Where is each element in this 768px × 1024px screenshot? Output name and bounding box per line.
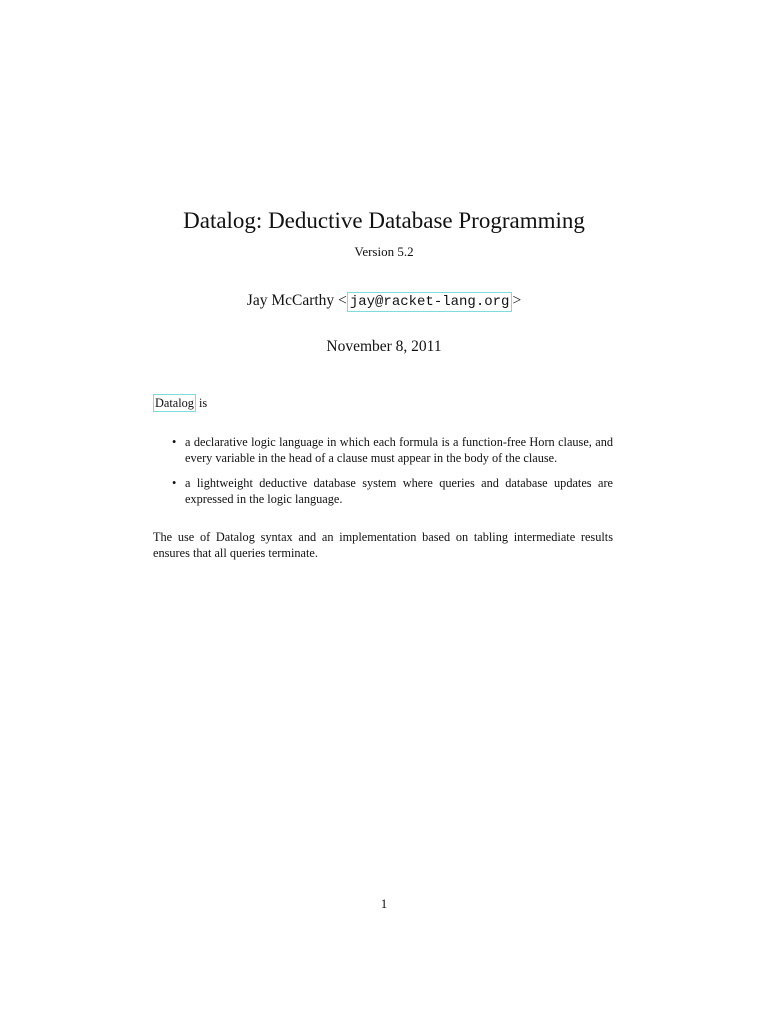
list-item-text: a declarative logic language in which each formula is a function-free Horn clause, and every variable in the head of a clause must appear in the body of the clause. [185, 435, 613, 465]
closing-paragraph: The use of Datalog syntax and an implementation based on tabling intermediate results ensures that all queries terminate. [153, 530, 613, 560]
document-version: Version 5.2 [354, 244, 414, 259]
page-number: 1 [380, 896, 388, 911]
author-line [0, 289, 768, 314]
list-item-text: a lightweight deductive database system where queries and database updates are expressed in the logic language. [185, 476, 613, 506]
author-email-link[interactable]: jay@racket-lang.org [347, 292, 513, 312]
document-date: November 8, 2011 [326, 338, 442, 355]
email-close-bracket: > [512, 292, 522, 309]
bullet-icon: • [172, 435, 177, 449]
intro-paragraph [153, 395, 613, 411]
list-item [172, 434, 613, 466]
bullet-icon: • [172, 476, 177, 490]
author-name: Jay McCarthy [246, 292, 335, 309]
datalog-link[interactable]: Datalog [155, 396, 194, 410]
email-open-bracket: < [338, 292, 347, 309]
intro-rest: is [195, 396, 208, 410]
list-item [172, 475, 613, 507]
document-title: Datalog: Deductive Database Programming [183, 208, 585, 233]
definition-list [172, 434, 613, 516]
